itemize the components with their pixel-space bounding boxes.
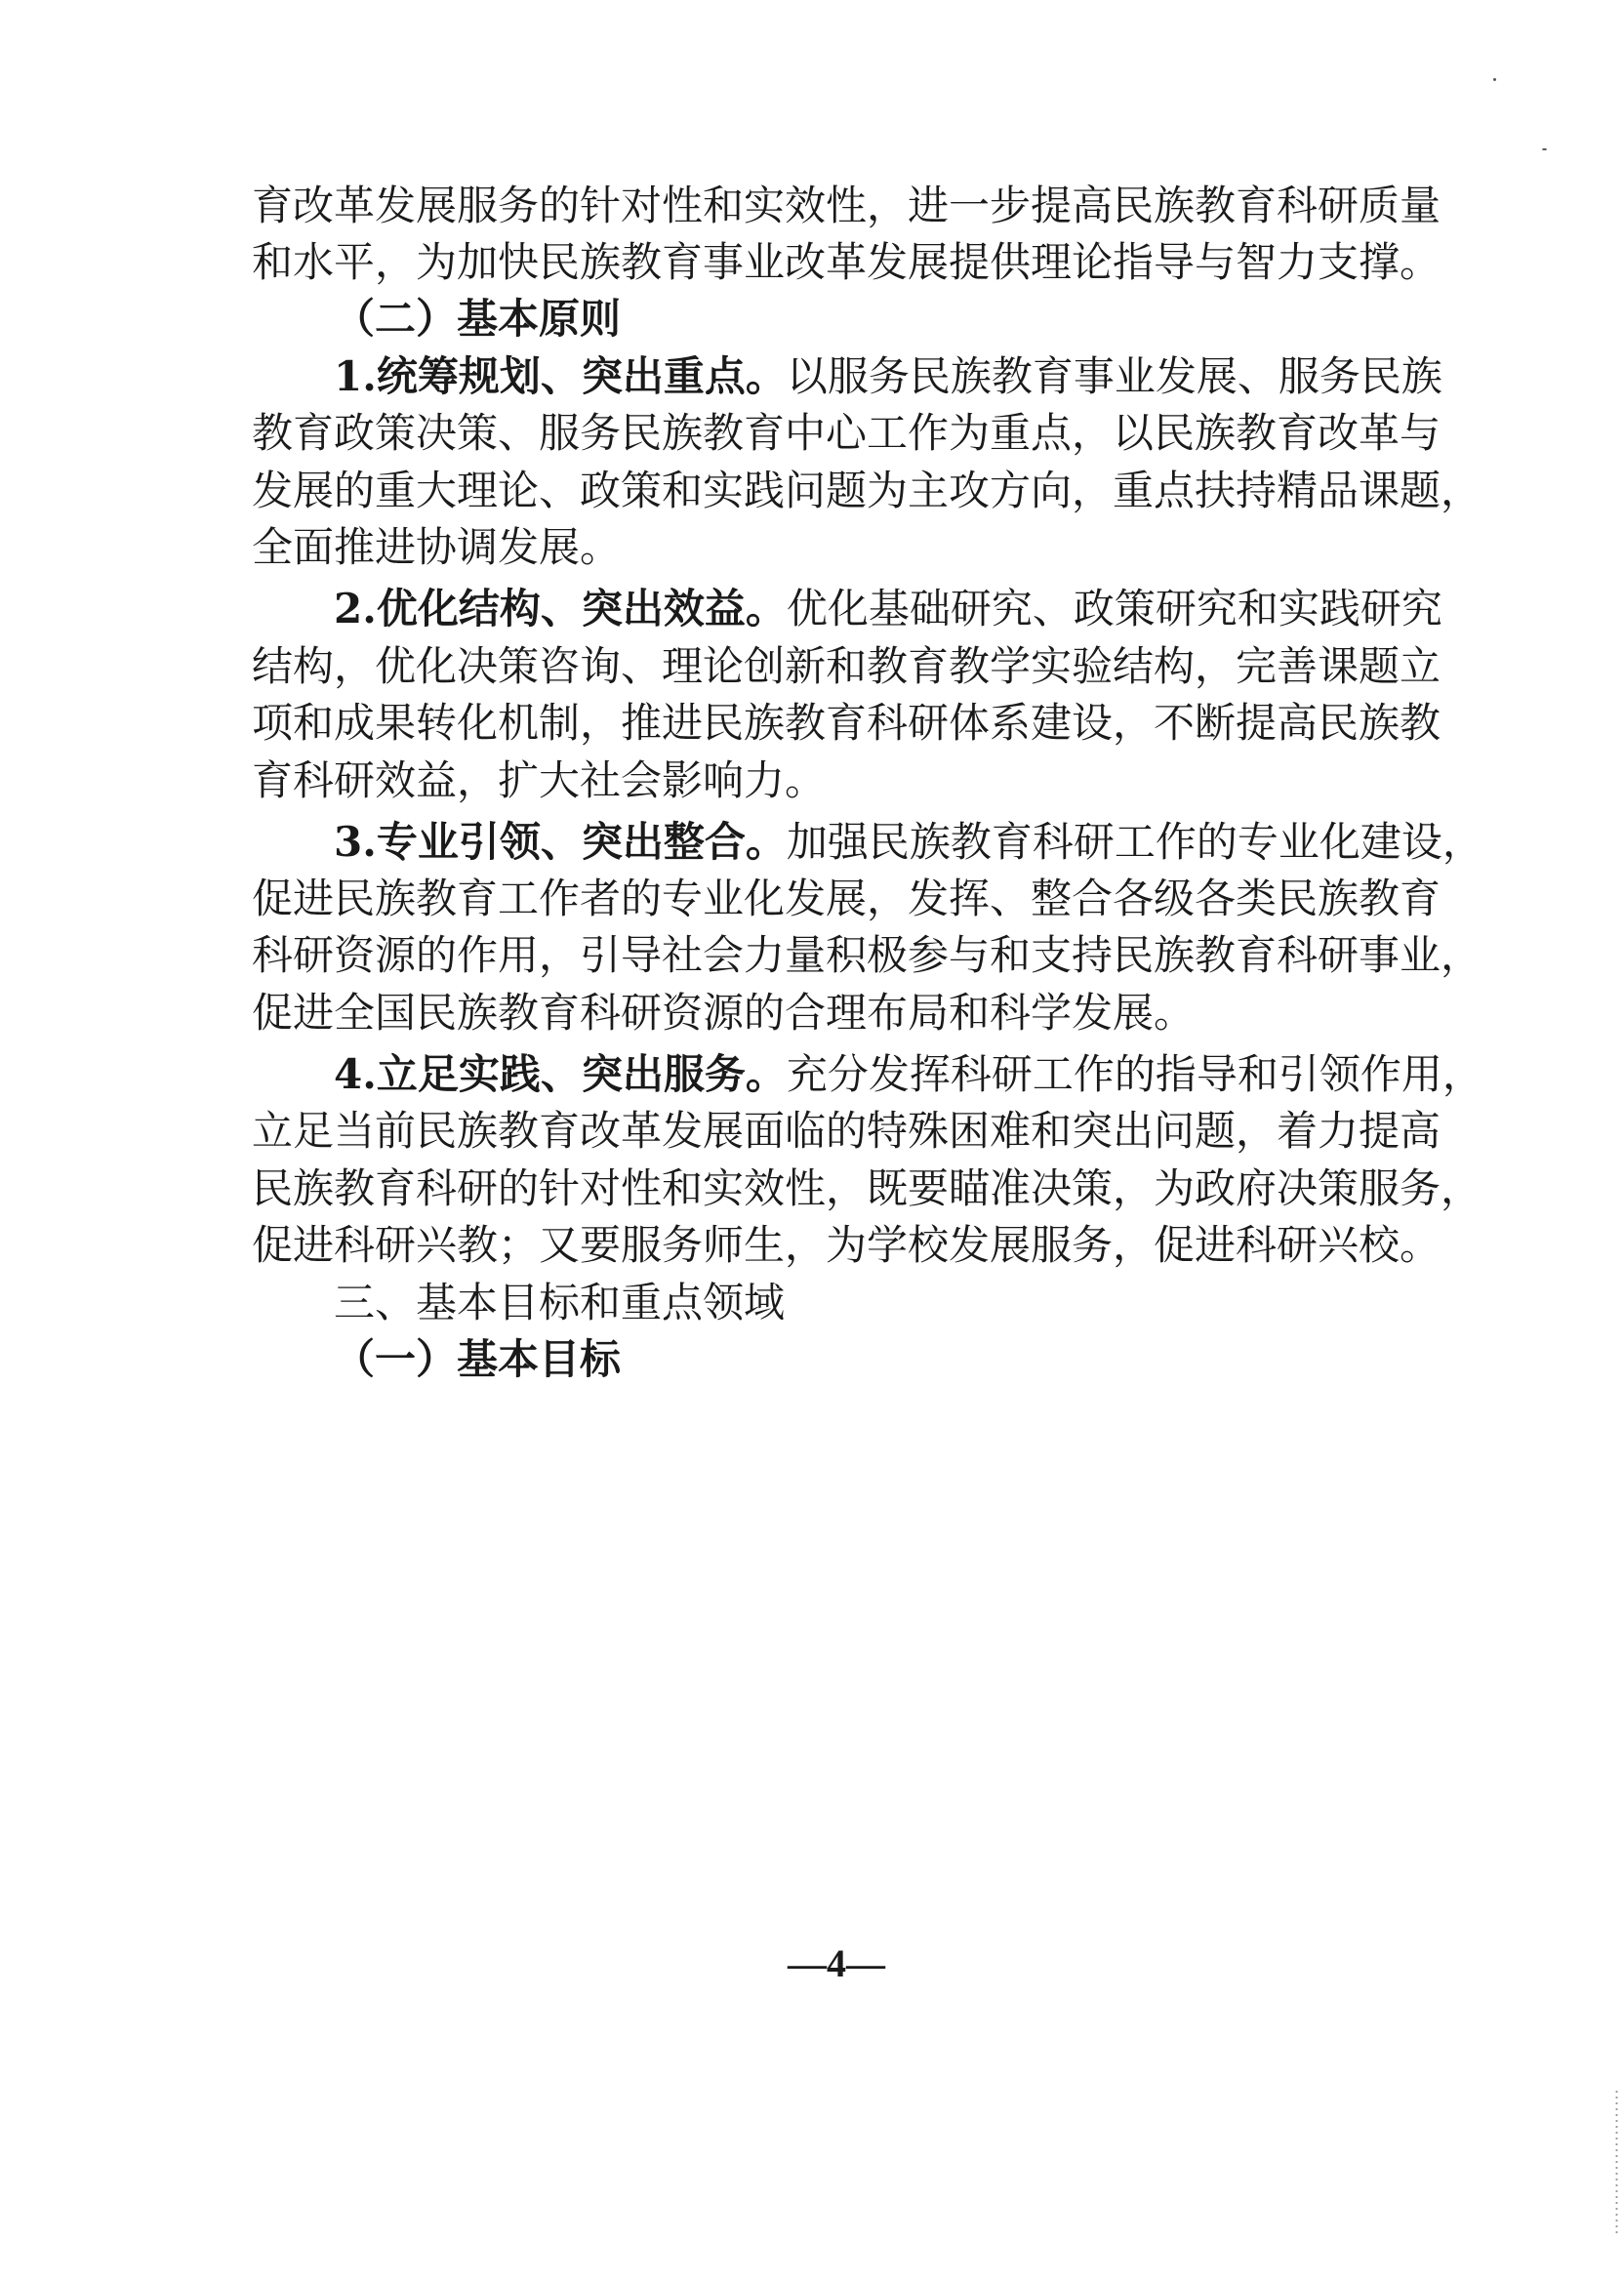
scan-speck — [1542, 148, 1547, 150]
paragraph-line: 项和成果转化机制，推进民族教育科研体系建设，不断提高民族教 — [252, 699, 1441, 747]
principle-text: 充分发挥科研工作的指导和引领作用， — [786, 1050, 1483, 1098]
paragraph-line: 和水平，为加快民族教育事业改革发展提供理论指导与智力支撑。 — [252, 238, 1441, 286]
principle-title: 1.统筹规划、突出重点。 — [334, 352, 787, 400]
paragraph-line: 民族教育科研的针对性和实效性，既要瞄准决策，为政府决策服务， — [252, 1164, 1482, 1212]
principle-title: 3.专业引领、突出整合。 — [334, 818, 787, 866]
paragraph-line: 全面推进协调发展。 — [252, 523, 622, 571]
principle-text: 以服务民族教育事业发展、服务民族 — [786, 352, 1442, 400]
paragraph-line: 育科研效益，扩大社会影响力。 — [252, 756, 827, 804]
principle-text: 优化基础研究、政策研究和实践研究 — [786, 585, 1442, 632]
principle-title: 2.优化结构、突出效益。 — [334, 585, 787, 632]
paragraph-line: 促进民族教育工作者的专业化发展，发挥、整合各级各类民族教育 — [252, 875, 1441, 922]
paragraph-line: 科研资源的作用，引导社会力量积极参与和支持民族教育科研事业， — [252, 931, 1482, 979]
section-heading: （二）基本原则 — [334, 295, 622, 343]
paragraph-line: 教育政策决策、服务民族教育中心工作为重点，以民族教育改革与 — [252, 409, 1441, 457]
paragraph-line: 促进全国民族教育科研资源的合理布局和科学发展。 — [252, 989, 1196, 1037]
section-heading: 三、基本目标和重点领域 — [334, 1279, 786, 1326]
principle-text: 加强民族教育科研工作的专业化建设， — [786, 818, 1483, 866]
paragraph-line: 促进科研兴教；又要服务师生，为学校发展服务，促进科研兴校。 — [252, 1221, 1441, 1269]
principle-title: 4.立足实践、突出服务。 — [334, 1050, 787, 1098]
scan-edge-dots — [1615, 2089, 1618, 2235]
paragraph-line: 结构，优化决策咨询、理论创新和教育教学实验结构，完善课题立 — [252, 642, 1441, 690]
scan-speck — [1493, 78, 1496, 81]
paragraph-line: 发展的重大理论、政策和实践问题为主攻方向，重点扶持精品课题， — [252, 467, 1482, 514]
paragraph-line: 育改革发展服务的针对性和实效性，进一步提高民族教育科研质量 — [252, 182, 1441, 229]
paragraph-line: 立足当前民族教育改革发展面临的特殊困难和突出问题，着力提高 — [252, 1107, 1441, 1155]
page-number: —4— — [788, 1941, 885, 1985]
subsection-heading: （一）基本目标 — [334, 1335, 622, 1383]
